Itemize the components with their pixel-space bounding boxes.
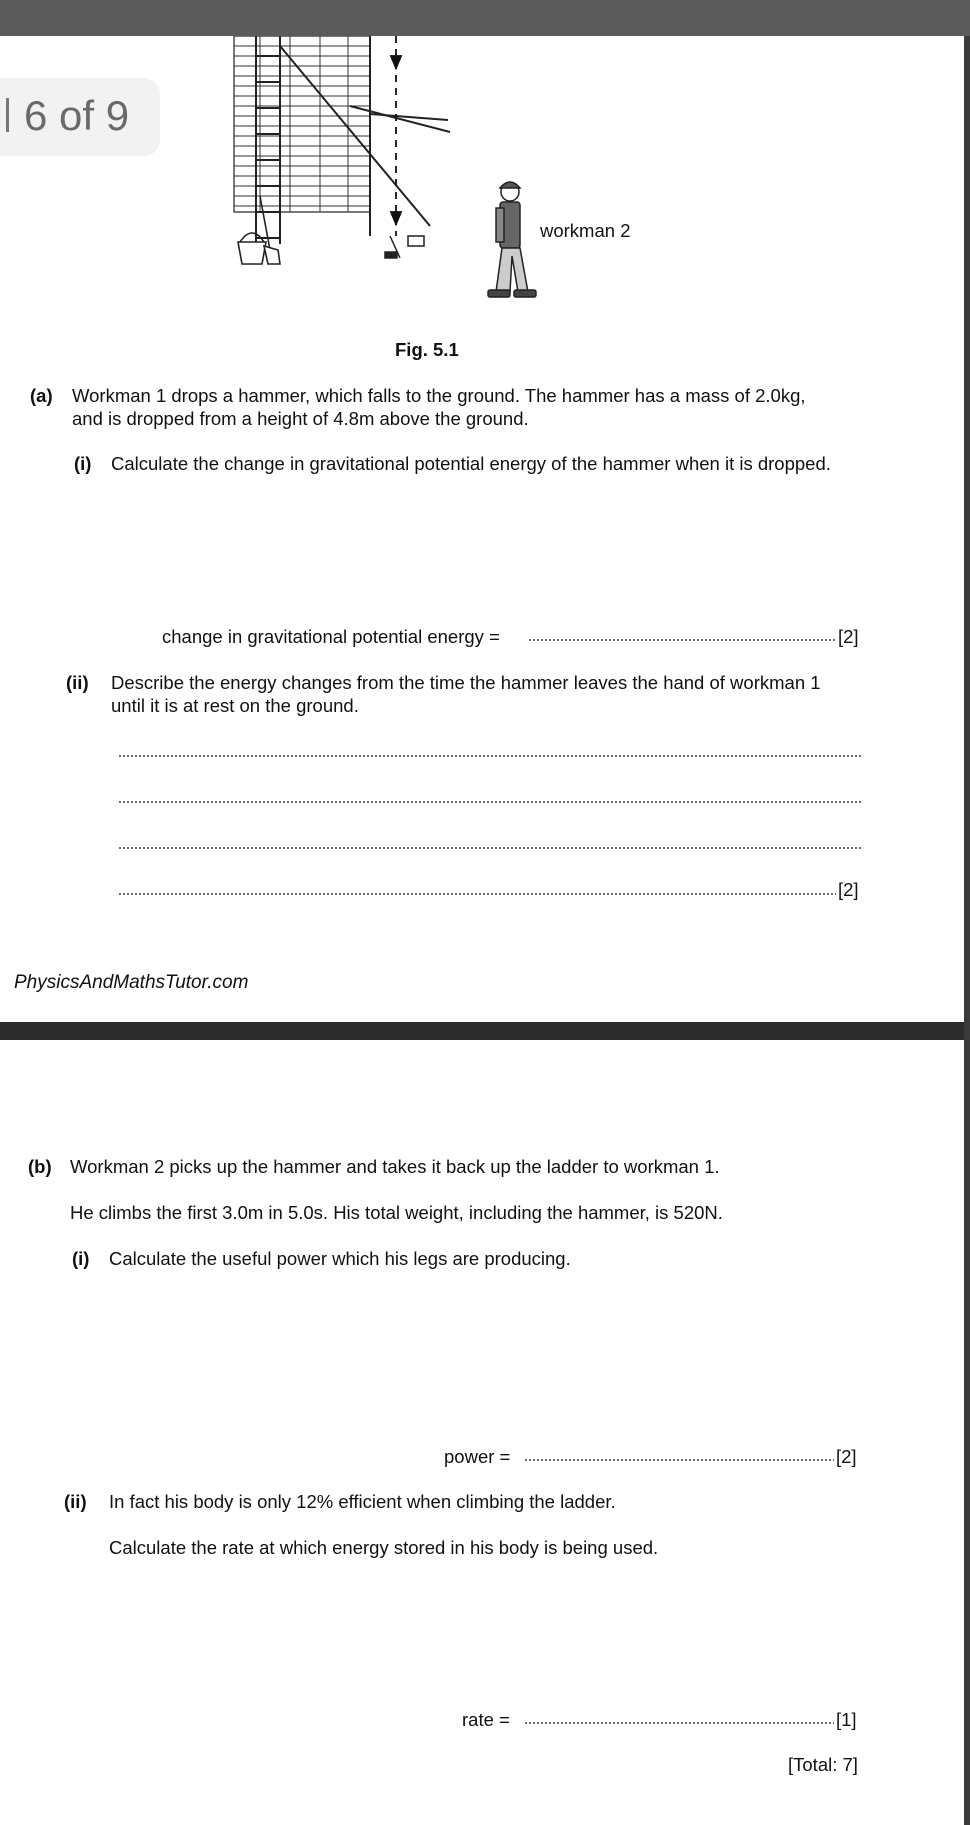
workman-2-figure xyxy=(488,182,536,297)
answer-line-1[interactable] xyxy=(118,748,862,760)
watermark: PhysicsAndMathsTutor.com xyxy=(14,972,249,993)
viewer-top-bar xyxy=(0,0,970,36)
part-a-text-line-1: Workman 1 drops a hammer, which falls to the ground. The hammer has a mass of 2.0kg, xyxy=(72,385,806,406)
part-a-label: (a) xyxy=(30,385,53,406)
brick-wall xyxy=(234,36,370,212)
part-a-i-text: Calculate the change in gravitational potential energy of the hammer when it is dropped. xyxy=(111,453,831,474)
part-b-ii-label: (ii) xyxy=(64,1491,87,1512)
rate-answer-label: rate = xyxy=(462,1709,510,1730)
drop-path-arrow xyxy=(391,36,401,236)
question-total: [Total: 7] xyxy=(788,1754,858,1775)
power-answer-line[interactable] xyxy=(524,1452,834,1464)
rate-answer-line[interactable] xyxy=(524,1715,834,1727)
part-b-text-line-2: He climbs the first 3.0m in 5.0s. His total weight, including the hammer, is 520N. xyxy=(70,1202,723,1223)
part-a-i-label: (i) xyxy=(74,453,92,474)
gpe-answer-label: change in gravitational potential energy = xyxy=(162,626,500,647)
gpe-answer-line[interactable] xyxy=(528,632,836,644)
page-indicator-badge xyxy=(0,78,160,156)
part-b-label: (b) xyxy=(28,1156,52,1177)
part-a-ii-label: (ii) xyxy=(66,672,89,693)
part-b-i-label: (i) xyxy=(72,1248,90,1269)
answer-line-3[interactable] xyxy=(118,840,862,852)
power-answer-label: power = xyxy=(444,1446,511,1467)
hammer xyxy=(385,236,424,258)
part-a-ii-text-line-2: until it is at rest on the ground. xyxy=(111,695,359,716)
part-b-i-text: Calculate the useful power which his legs are producing. xyxy=(109,1248,571,1269)
answer-line-2[interactable] xyxy=(118,794,862,806)
page-divider xyxy=(0,1022,964,1040)
part-b-text-line-1: Workman 2 picks up the hammer and takes it back up the ladder to workman 1. xyxy=(70,1156,720,1177)
part-a-ii-text-line-1: Describe the energy changes from the time the hammer leaves the hand of workman 1 xyxy=(111,672,821,693)
part-a-i-marks: [2] xyxy=(838,626,859,647)
part-a-ii-marks: [2] xyxy=(838,879,859,900)
part-b-ii-marks: [1] xyxy=(836,1709,857,1730)
page-indicator-text: 6 of 9 xyxy=(24,92,130,139)
part-b-ii-text-line-2: Calculate the rate at which energy stored in his body is being used. xyxy=(109,1537,659,1558)
answer-line-4[interactable] xyxy=(118,886,836,898)
part-b-i-marks: [2] xyxy=(836,1446,857,1467)
figure-label-workman-2: workman 2 xyxy=(540,220,631,241)
viewer-right-edge xyxy=(964,36,970,1825)
figure-caption: Fig. 5.1 xyxy=(395,339,459,360)
part-a-text-line-2: and is dropped from a height of 4.8m above the ground. xyxy=(72,408,529,429)
part-b-ii-text-line-1: In fact his body is only 12% efficient when climbing the ladder. xyxy=(109,1491,616,1512)
figure-5-1 xyxy=(220,36,660,316)
page-icon xyxy=(0,98,9,132)
